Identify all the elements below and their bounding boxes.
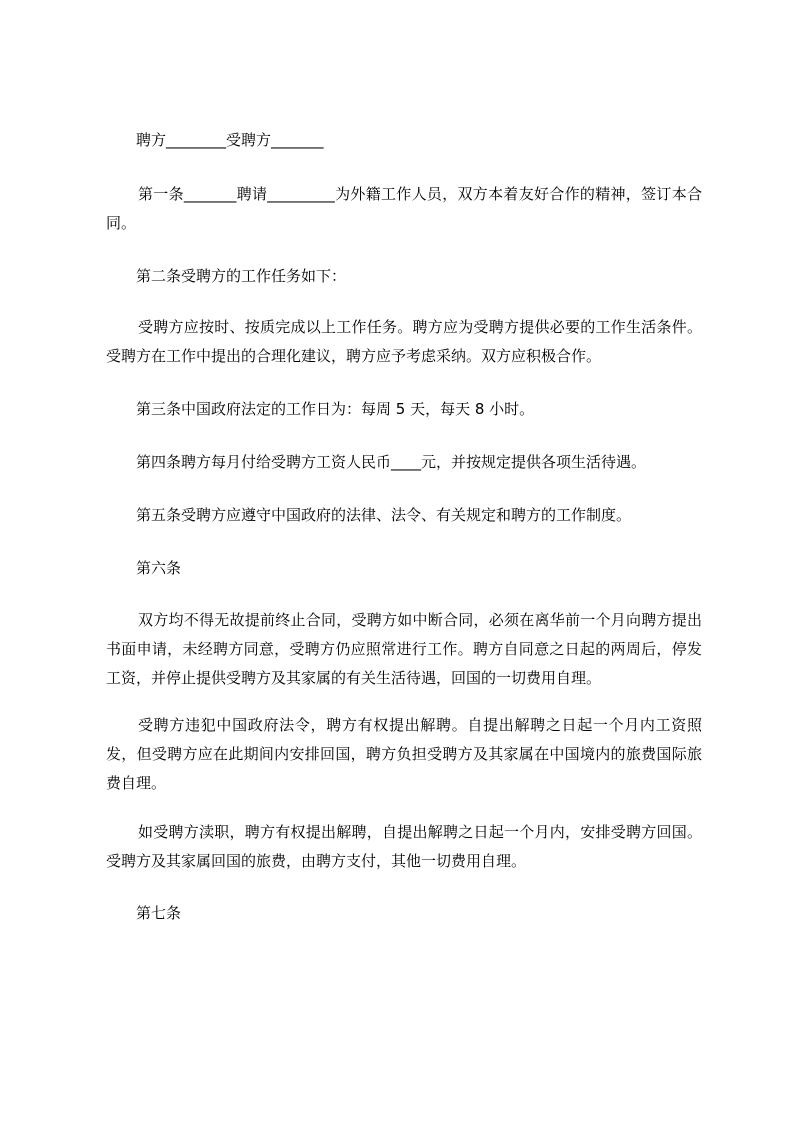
article-7-heading: 第七条 (136, 904, 182, 922)
article-6-clause-1: 双方均不得无故提前终止合同，受聘方如中断合同，必须在离华前一个月向聘方提出书面申请，未经聘方同意，受聘方仍应照常进行工作。聘方自同意之日起的两周后，停发工资，并停止提供受聘方及其家属的有关生活待遇，回国的一切费用自理。 (106, 611, 702, 687)
article-5: 第五条受聘方应遵守中国政府的法律、法令、有关规定和聘方的工作制度。 (136, 506, 632, 524)
article-1: 第一条_______聘请_________为外籍工作人员，双方本着友好合作的精神，签订本合同。 (106, 185, 702, 232)
article-2-body: 受聘方应按时、按质完成以上工作任务。聘方应为受聘方提供必要的工作生活条件。受聘方在工作中提出的合理化建议，聘方应予考虑采纳。双方应积极合作。 (106, 318, 702, 365)
parties-line: 聘方________受聘方_______ (136, 131, 324, 149)
article-3: 第三条中国政府法定的工作日为：每周 5 天，每天 8 小时。 (136, 400, 535, 418)
article-6-heading: 第六条 (136, 559, 182, 577)
article-4: 第四条聘方每月付给受聘方工资人民币____元，并按规定提供各项生活待遇。 (136, 453, 647, 471)
article-6-clause-3: 如受聘方渎职，聘方有权提出解聘，自提出解聘之日起一个月内，安排受聘方回国。受聘方及其家属回国的旅费，由聘方支付，其他一切费用自理。 (106, 823, 702, 870)
article-6-clause-2: 受聘方违犯中国政府法令，聘方有权提出解聘。自提出解聘之日起一个月内工资照发，但受聘方应在此期间内安排回国，聘方负担受聘方及其家属在中国境内的旅费国际旅费自理。 (106, 716, 702, 792)
article-2-heading: 第二条受聘方的工作任务如下： (136, 267, 347, 285)
